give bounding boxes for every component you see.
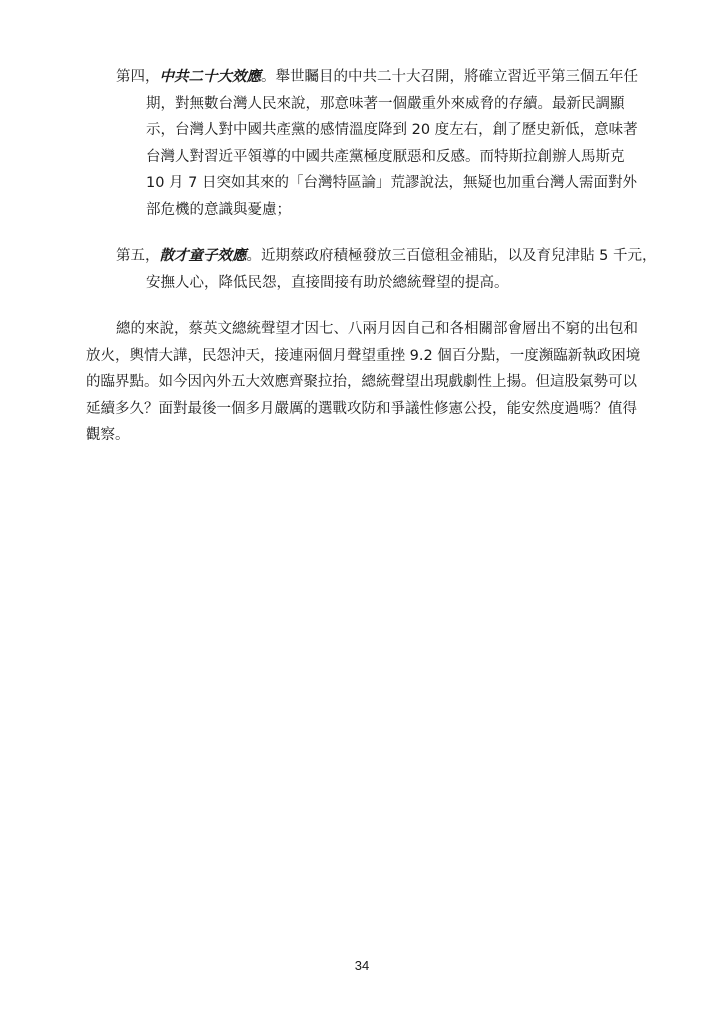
list-item-first-line xyxy=(116,243,657,270)
list-item-first-line xyxy=(116,64,646,91)
summary-line: 總的來說，蔡英文總統聲望才因七、八兩月因自己和各相關部會層出不窮的出包和 xyxy=(116,321,638,337)
item-prefix: 第四， xyxy=(116,69,160,85)
item-text-line: 示，台灣人對中國共產黨的感情溫度降到 20 度左右，創了歷史新低，意味著 xyxy=(146,122,638,138)
item-text-line: 。舉世矚目的中共二十大召開，將確立習近平第三個五年任 xyxy=(261,69,638,85)
item-text-line: 台灣人對習近平領導的中國共產黨極度厭惡和反感。而特斯拉創辦人馬斯克 xyxy=(146,148,625,165)
item-prefix: 第五， xyxy=(116,248,160,264)
item-text-line: 。近期蔡政府積極發放三百億租金補貼，以及育兒津貼 5 千元， xyxy=(246,248,657,264)
item-text-line: 期，對無數台灣人民來說，那意味著一個嚴重外來威脅的存續。最新民調顯 xyxy=(146,95,625,112)
list-item-fourth xyxy=(116,64,646,223)
summary-line: 延續多久？面對最後一個多月嚴厲的選戰攻防和爭議性修憲公投，能安然度過嗎？值得 xyxy=(86,400,637,417)
item-heading: 中共二十大效應 xyxy=(159,69,261,85)
list-item-fifth xyxy=(116,243,657,296)
summary-line: 觀察。 xyxy=(86,427,130,443)
summary-line: 放火，輿情大譁，民怨沖天，接連兩個月聲望重挫 9.2 個百分點，一度瀕臨新執政困境 xyxy=(86,347,641,364)
item-text-line: 10 月 7 日突如其來的「台灣特區論」荒謬說法，無疑也加重台灣人需面對外 xyxy=(146,175,638,191)
item-text-line: 安撫人心，降低民怨，直接間接有助於總統聲望的提高。 xyxy=(146,274,509,291)
item-text-line: 部危機的意識與憂慮； xyxy=(146,201,291,218)
summary-paragraph xyxy=(86,316,646,449)
page-number: 34 xyxy=(354,958,370,973)
summary-line: 的臨界點。如今因內外五大效應齊聚拉抬，總統聲望出現戲劇性上揚。但這股氣勢可以 xyxy=(86,374,637,390)
item-heading: 散才童子效應 xyxy=(159,248,247,264)
